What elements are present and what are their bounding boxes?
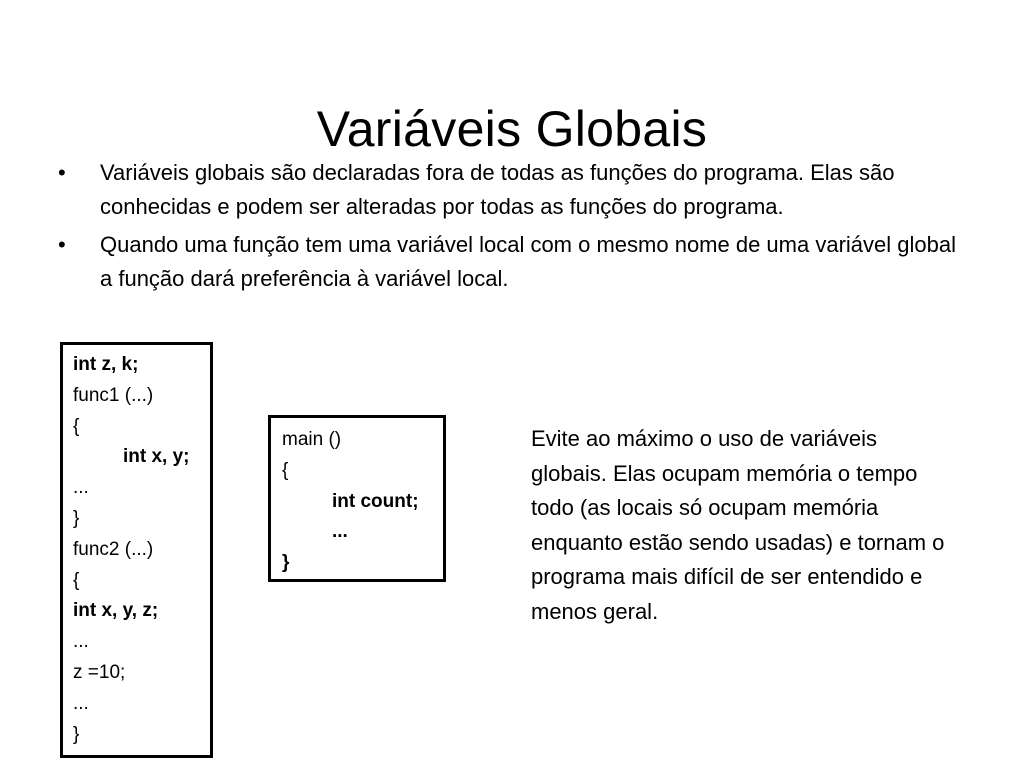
code-line: } (282, 552, 290, 574)
code-line: ... (73, 692, 89, 714)
code-line: } (73, 723, 80, 745)
bullet-item (58, 156, 958, 224)
bullet-text: Quando uma função tem uma variável local com o mesmo nome de uma variável global a função dará preferência à variável local. (100, 232, 956, 291)
code-line: ... (73, 477, 89, 499)
code-line: { (282, 459, 289, 481)
slide-title: Variáveis Globais (316, 100, 708, 157)
code-line: ... (73, 631, 89, 653)
code-line: { (73, 569, 80, 591)
bullet-item (58, 228, 958, 296)
code-line: z =10; (73, 661, 126, 683)
code-line: int x, y; (123, 446, 190, 468)
code-line: int count; (332, 490, 419, 512)
code-line: func1 (...) (73, 384, 154, 406)
code-line: ... (332, 521, 348, 543)
code-line: int z, k; (73, 354, 139, 375)
code-box-main-example (268, 415, 446, 582)
bullet-dot-icon: • (58, 232, 66, 257)
bullet-list (58, 156, 958, 300)
note-text: Evite ao máximo o uso de variáveis globais. Elas ocupam memória o tempo todo (as locais só ocupam memória enquanto estão sendo usadas) e tornam o programa mais difícil de ser entendido e menos geral. (531, 426, 945, 624)
code-box-global-example (60, 342, 213, 758)
code-line: { (73, 415, 80, 437)
bullet-dot-icon: • (58, 160, 66, 185)
code-line: func2 (...) (73, 538, 154, 560)
code-line: int x, y, z; (73, 600, 159, 622)
bullet-text: Variáveis globais são declaradas fora de todas as funções do programa. Elas são conhecidas e podem ser alteradas por todas as funções do programa. (100, 160, 895, 219)
code-line: } (73, 507, 80, 529)
code-line: main () (282, 429, 342, 450)
